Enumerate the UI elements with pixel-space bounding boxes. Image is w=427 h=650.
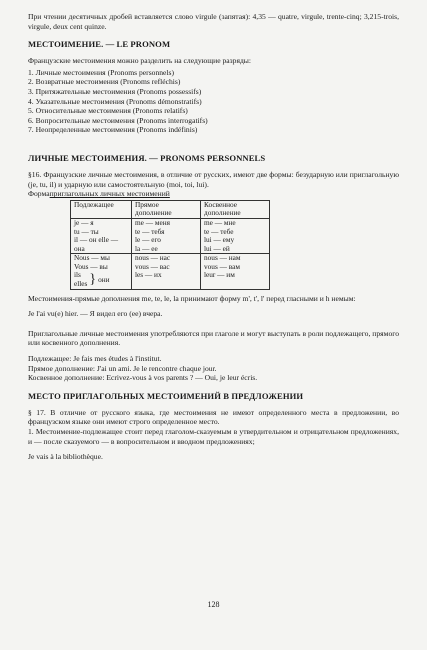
pronoun-table [70, 200, 270, 290]
section1-lead: Французские местоимения можно разделить на следующие разряды: [28, 56, 252, 66]
cell-line: nous — нам [204, 253, 241, 263]
cell-line: Vous — вы [74, 261, 108, 271]
cell-line: vous — вас [135, 261, 170, 271]
cell-line: te — тебя [135, 226, 165, 236]
table-header-row [71, 200, 270, 218]
header-direct-object: Прямое дополнение [132, 200, 201, 218]
section-heading-personnels: ЛИЧНЫЕ МЕСТОИМЕНИЯ. — PRONOMS PERSONNELS [28, 152, 266, 163]
cell-line: nous — нас [135, 253, 171, 263]
paragraph-17: § 17. В отличие от русского языка, где местоимения не имеют определенного места в предложении, во французском языке они имеют строго определенное место. [28, 407, 399, 427]
cell-line: je — я [74, 217, 94, 227]
intro-paragraph: При чтении десятичных дробей вставляется слово virgule (запятая): 4,35 — quatre, virgule, trente-cinq; 3,215-trois, virgule, deux cent quinze. [28, 12, 399, 31]
cell-line: la — ее [135, 243, 158, 253]
placement-example: Je vais à la bibliothèque. [28, 452, 103, 462]
cell-line: lui — ей [204, 243, 230, 253]
cell-line: me — меня [135, 217, 170, 227]
plural-indirect [201, 254, 270, 289]
list-item: 1. Личные местоимения (Pronoms personnels) [28, 67, 175, 77]
singular-indirect [201, 218, 270, 253]
paragraph-16: §16. Французские личные местоимения, в отличие от русских, имеют две формы: безударную или приглагольную (je, tu, il) и ударную или самостоятельную (moi, toi, lui). [28, 169, 399, 189]
cell-line: lui — ему [204, 235, 235, 245]
cell-line: она [74, 243, 85, 253]
pronoun-types-list [28, 68, 399, 135]
forma-underlined: приглагольных личных местоимений [49, 189, 170, 199]
example-subject: Подлежащее: Je fais mes études à l'institut. [28, 354, 162, 364]
list-item: 2. Возвратные местоимения (Pronoms refléchis) [28, 77, 181, 87]
cell-line: les — их [135, 270, 162, 280]
cell-line: tu — ты [74, 226, 99, 236]
ils-elles-group [74, 271, 128, 288]
section-heading-pronom: МЕСТОИМЕНИЕ. — LE PRONOM [28, 39, 171, 50]
cell-line: me — мне [204, 217, 236, 227]
page-number: 128 [207, 600, 220, 609]
cell-line: le — его [135, 235, 161, 245]
list-item: 7. Неопределенные местоимения (Pronoms indéfinis) [28, 125, 198, 135]
forma-label: Форма [28, 189, 50, 199]
header-indirect-object: Косвенное дополнение [201, 200, 270, 218]
list-item: 5. Относительные местоимения (Pronoms relatifs) [28, 106, 188, 116]
header-subject: Подлежащее [71, 200, 132, 218]
plural-direct [132, 254, 201, 289]
cell-line: ils [74, 270, 81, 280]
elision-example: Je l'ai vu(e) hier. — Я видел его (ее) вчера. [28, 309, 163, 319]
example-direct: Прямое дополнение: J'ai un ami. Je le rencontre chaque jour. [28, 363, 217, 373]
plural-subjects [71, 254, 132, 289]
list-item: 6. Вопросительные местоимения (Pronoms interrogatifs) [28, 115, 208, 125]
table-row [71, 218, 270, 253]
cell-line: vous — вам [204, 261, 240, 271]
example-indirect: Косвенное дополнение: Ecrivez-vous à vos parents ? — Oui, je leur écris. [28, 373, 258, 383]
table-row [71, 254, 270, 289]
usage-paragraph: Приглагольные личные местоимения употребляются при глаголе и могут выступать в роли подлежащего, прямого или косвенного дополнения. [28, 328, 399, 348]
rule-1: 1. Местоимение-подлежащее стоит перед глаголом-сказуемым в утвердительном и отрицательном предложениях, и — после сказуемого — в вопросительном и вводном предложениях; [28, 427, 399, 446]
cell-line: il — он elle — [74, 235, 119, 245]
section-heading-placement: МЕСТО ПРИГЛАГОЛЬНЫХ МЕСТОИМЕНИЙ В ПРЕДЛОЖЕНИИ [28, 390, 304, 401]
elision-note: Местоимения-прямые дополнения me, te, le, la принимают форму m', t', l' перед гласными и h немым: [28, 293, 356, 303]
brace-glyph: } [89, 272, 97, 288]
list-item: 4. Указательные местоимения (Pronoms démonstratifs) [28, 96, 202, 106]
cell-line: te — тебе [204, 226, 234, 236]
cell-line: leur — им [204, 270, 235, 280]
singular-direct [132, 218, 201, 253]
cell-line: Nous — мы [74, 253, 110, 263]
singular-subjects [71, 218, 132, 253]
cell-line: они [98, 274, 110, 284]
cell-line: elles [74, 279, 88, 289]
list-item: 3. Притяжательные местоимения (Pronoms possessifs) [28, 86, 202, 96]
forma-caption [28, 189, 399, 199]
